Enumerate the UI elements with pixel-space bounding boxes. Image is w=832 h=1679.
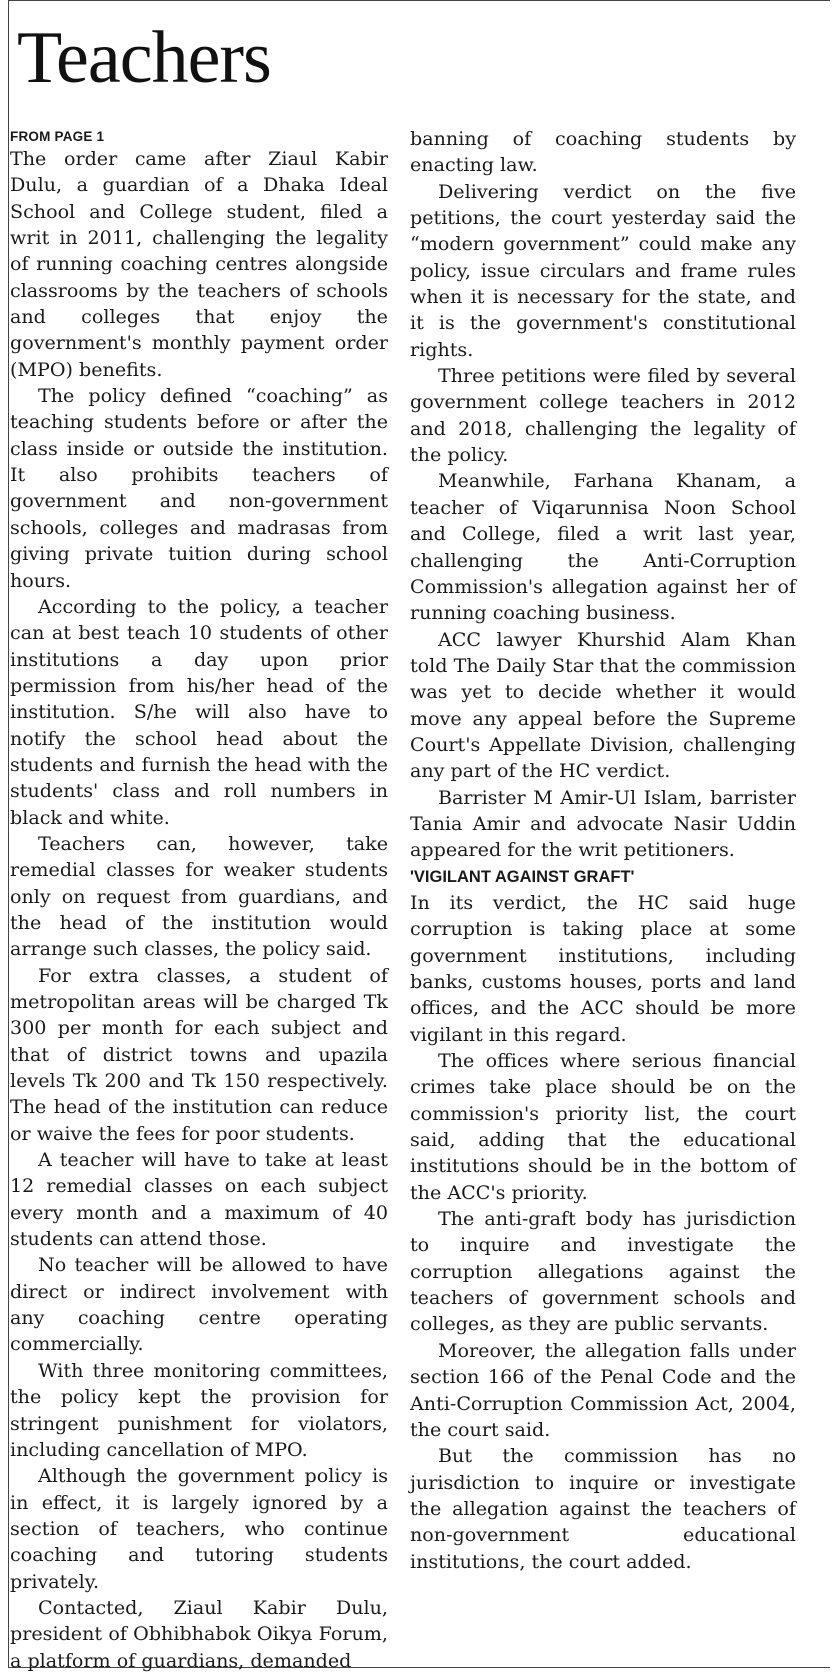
headline: Teachers	[17, 17, 271, 99]
kicker: FROM PAGE 1	[10, 129, 105, 144]
paragraph: ACC lawyer Khurshid Alam Khan told The Daily Star that the commission was yet to decide whether it would move any appeal before the Supreme Court's Appellate Division, challenging any part of the HC verdict.	[410, 627, 796, 783]
paragraph: Meanwhile, Farhana Khanam, a teacher of Viqarunnisa Noon School and College, filed a writ last year, challenging the Anti-Corruption Commission's allegation against her of running coaching business.	[410, 469, 796, 625]
paragraph: Three petitions were filed by several government college teachers in 2012 and 2018, challenging the legality of the policy.	[410, 364, 796, 467]
paragraph: A teacher will have to take at least 12 remedial classes on each subject every month and a maximum of 40 students can attend those.	[10, 1148, 388, 1251]
paragraph: Contacted, Ziaul Kabir Dulu, president of Obhibhabok Oikya Forum, a platform of guardians, demanded	[10, 1595, 388, 1672]
paragraph: Although the government policy is in effect, it is largely ignored by a section of teachers, who continue coaching and tutoring students privately.	[10, 1464, 388, 1593]
paragraph: In its verdict, the HC said huge corruption is taking place at some government institutions, including banks, customs houses, ports and land offices, and the ACC should be more vigilant in this regard.	[410, 890, 796, 1046]
paragraph: The policy defined “coaching” as teaching students before or after the class inside or outside the institution. It also prohibits teachers of government and non-government schools, colleges and madrasas from giving private tuition during school hours.	[10, 384, 388, 592]
paragraph: The offices where serious financial crimes take place should be on the commission's priority list, the court said, adding that the educational institutions should be in the bottom of the ACC's priority.	[410, 1049, 796, 1204]
paragraph: Moreover, the allegation falls under section 166 of the Penal Code and the Anti-Corruption Commission Act, 2004, the court said.	[410, 1338, 796, 1441]
paragraph: With three monitoring committees, the policy kept the provision for stringent punishment for violators, including cancellation of MPO.	[10, 1358, 388, 1461]
left-column	[10, 126, 388, 1674]
paragraph: No teacher will be allowed to have direct or indirect involvement with any coaching centre operating commercially.	[10, 1253, 388, 1356]
paragraph: According to the policy, a teacher can at best teach 10 students of other institutions a day upon prior permission from his/her head of the institution. S/he will also have to notify the school head about the students and furnish the head with the students' class and roll numbers in black and white.	[10, 594, 388, 829]
paragraph: Teachers can, however, take remedial classes for weaker students only on request from guardians, and the head of the institution would arrange such classes, the policy said.	[10, 831, 388, 961]
right-column	[410, 126, 796, 1575]
paragraph: The anti-graft body has jurisdiction to inquire and investigate the corruption allegations against the teachers of government schools and colleges, as they are public servants.	[410, 1207, 796, 1336]
paragraph: But the commission has no jurisdiction to inquire or investigate the allegation against the teachers of non-government educational institutions, the court added.	[410, 1444, 796, 1573]
paragraph: The order came after Ziaul Kabir Dulu, a guardian of a Dhaka Ideal School and College student, filed a writ in 2011, challenging the legality of running coaching centres alongside classrooms by the teachers of schools and colleges that enjoy the government's monthly payment order (MPO) benefits.	[10, 147, 388, 381]
paragraph: Barrister M Amir-Ul Islam, barrister Tania Amir and advocate Nasir Uddin appeared for the writ petitioners.	[410, 785, 796, 862]
section-subhead: 'VIGILANT AGAINST GRAFT'	[410, 867, 635, 886]
paragraph: For extra classes, a student of metropolitan areas will be charged Tk 300 per month for each subject and that of district towns and upazila levels Tk 200 and Tk 150 respectively. The head of the institution can reduce or waive the fees for poor students.	[10, 963, 388, 1145]
paragraph-continued: banning of coaching students by enacting law.	[410, 127, 796, 177]
paragraph: Delivering verdict on the five petitions, the court yesterday said the “modern government” could make any policy, issue circulars and frame rules when it is necessary for the state, and it is the government's constitutional rights.	[410, 179, 796, 361]
